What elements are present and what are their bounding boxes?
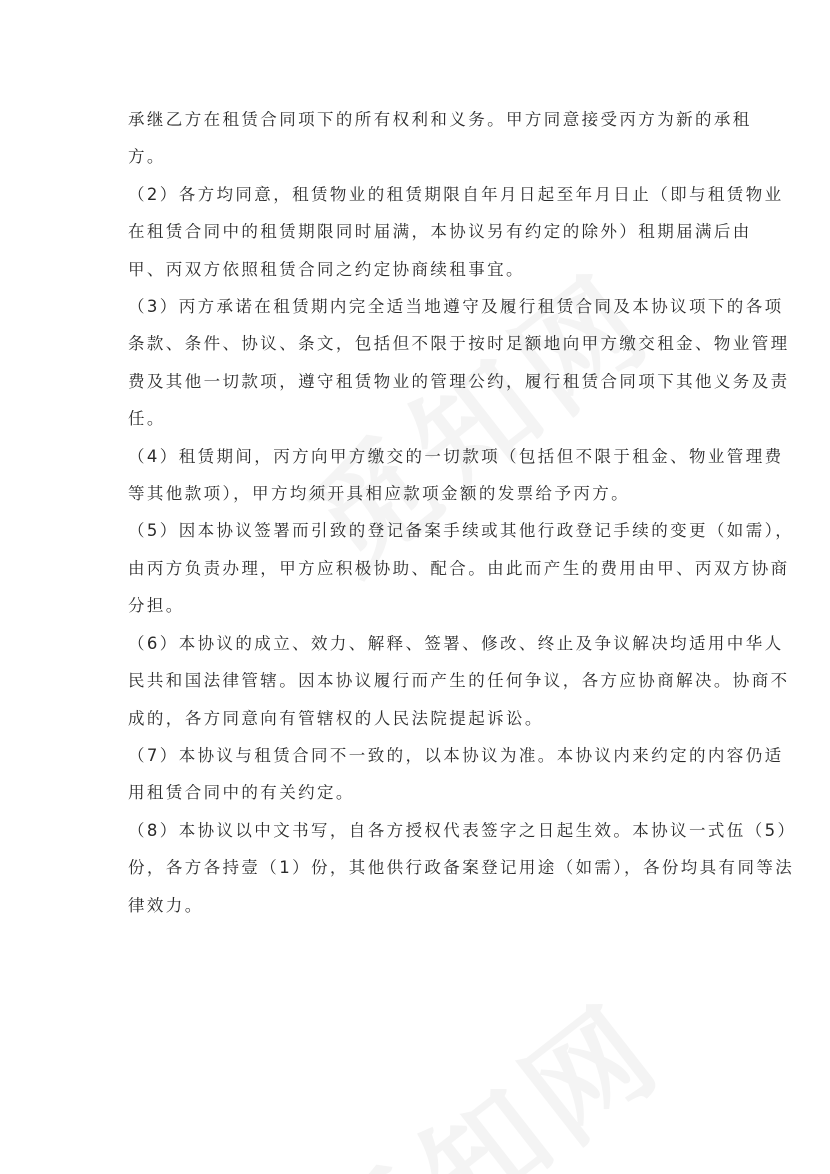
text-line: 费及其他一切款项，遵守租赁物业的管理公约，履行租赁合同项下其他义务及责 bbox=[128, 371, 790, 391]
text-line: 份，各方各持壹（1）份，其他供行政备案登记用途（如需），各份均具有同等法 bbox=[128, 858, 795, 878]
text-line: （6）本协议的成立、效力、解释、签署、修改、终止及争议解决均适用中华人 bbox=[128, 633, 784, 653]
text-line: （7）本协议与租赁合同不一致的，以本协议为准。本协议内来约定的内容仍适 bbox=[128, 745, 784, 765]
document-body bbox=[128, 101, 797, 924]
text-line: 方。 bbox=[128, 147, 166, 167]
text-line: （5）因本协议签署而引致的登记备案手续或其他行政登记手续的变更（如需）， bbox=[128, 521, 795, 541]
text-line: （4）租赁期间，丙方向甲方缴交的一切款项（包括但不限于租金、物业管理费 bbox=[128, 446, 784, 466]
text-line: 甲、丙双方依照租赁合同之约定协商续租事宜。 bbox=[128, 259, 525, 279]
text-line: 分担。 bbox=[128, 596, 185, 616]
text-line: 承继乙方在租赁合同项下的所有权利和义务。甲方同意接受丙方为新的承租 bbox=[128, 110, 752, 129]
text-line: 任。 bbox=[128, 409, 166, 429]
text-line: （8）本协议以中文书写，自各方授权代表签字之日起生效。本协议一式伍（5） bbox=[128, 820, 797, 840]
text-line: 等其他款项），甲方均须开具相应款项金额的发票给予丙方。 bbox=[128, 484, 631, 504]
text-line: （3）丙方承诺在租赁期内完全适当地遵守及履行租赁合同及本协议项下的各项 bbox=[128, 297, 784, 317]
text-line: 条款、条件、协议、条文，包括但不限于按时足额地向甲方缴交租金、物业管理 bbox=[128, 334, 790, 354]
text-line: 民共和国法律管辖。因本协议履行而产生的任何争议，各方应协商解决。协商不 bbox=[128, 671, 790, 691]
text-line: 律效力。 bbox=[128, 895, 204, 915]
text-line: 成的，各方同意向有管辖权的人民法院提起诉讼。 bbox=[128, 708, 544, 728]
text-line: 在租赁合同中的租赁期限同时届满，本协议另有约定的除外）租期届满后由 bbox=[128, 222, 752, 242]
text-line: （2）各方均同意，租赁物业的租赁期限自年月日起至年月日止（即与租赁物业 bbox=[128, 184, 784, 204]
text-line: 由丙方负责办理，甲方应积极协助、配合。由此而产生的费用由甲、丙双方协商 bbox=[128, 558, 790, 578]
text-line: 用租赁合同中的有关约定。 bbox=[128, 783, 355, 803]
watermark bbox=[278, 958, 691, 1174]
